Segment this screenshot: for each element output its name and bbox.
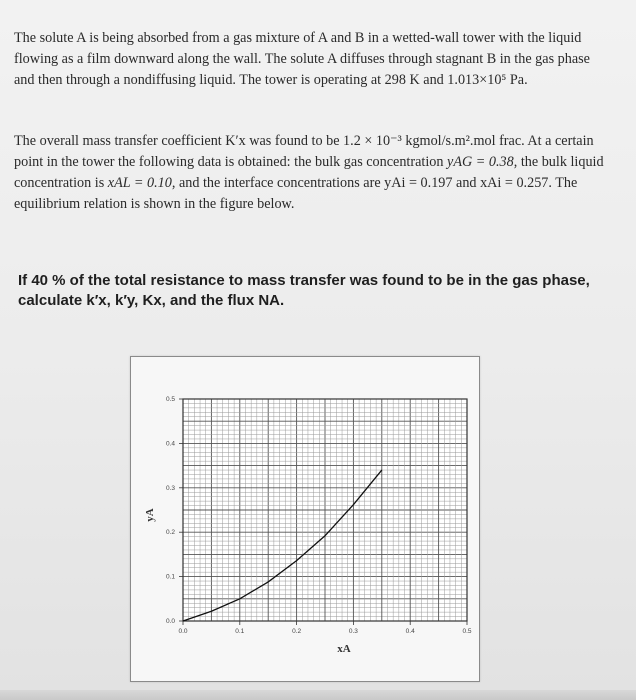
x-tick-label: 0.3 xyxy=(348,628,358,635)
y-tick-label: 0.2 xyxy=(165,529,175,537)
p2-end: . The equilibrium relation is shown in the figure below. xyxy=(14,175,578,212)
y-tick-label: 0.0 xyxy=(165,618,175,625)
equilibrium-chart xyxy=(130,356,480,682)
interface-gas-concentration: yAi = 0.197 xyxy=(384,175,453,191)
x-tick-label: 0.0 xyxy=(178,628,188,635)
x-tick-label: 0.5 xyxy=(462,628,472,635)
p2-mid2: , the bulk liquid concentration is xyxy=(14,154,604,191)
p2-mid3: , and the interface concentrations are xyxy=(171,175,385,191)
question-text: If 40 % of the total resistance to mass transfer was found to be in the gas phase, calculate k′x, k′y, Kx, and the flux NA. xyxy=(18,272,590,309)
y-tick-label: 0.3 xyxy=(165,484,175,492)
x-tick-label: 0.1 xyxy=(235,628,245,635)
chart-grid xyxy=(183,399,467,621)
x-tick-label: 0.4 xyxy=(405,628,415,635)
y-tick-label: 0.5 xyxy=(165,396,175,403)
chart-svg xyxy=(131,357,479,681)
interface-liquid-concentration: xAi = 0.257 xyxy=(480,175,549,191)
bulk-gas-concentration: yAG = 0.38 xyxy=(447,154,514,170)
y-tick-label: 0.1 xyxy=(165,573,175,581)
p2-and: and xyxy=(452,175,481,191)
p2-intro: The overall mass transfer coefficient K′x was found to be xyxy=(14,133,344,149)
problem-paragraph-2 xyxy=(14,131,604,215)
bulk-liquid-concentration: xAL = 0.10 xyxy=(107,175,172,191)
problem-paragraph-1: The solute A is being absorbed from a gas mixture of A and B in a wetted-wall tower with the liquid flowing as a film downward along the wall. The solute A diffuses through stagnant B in the gas phase and then through a nondiffusing liquid. The tower is operating at 298 K and 1.013×10⁵ Pa. xyxy=(14,30,590,88)
p2-mid: At a certain point in the tower the following data is obtained: the bulk gas concentration xyxy=(14,133,594,170)
x-axis-label: xA xyxy=(337,643,351,655)
page-bottom-edge xyxy=(0,690,636,700)
x-tick-label: 0.2 xyxy=(292,628,302,635)
y-tick-label: 0.4 xyxy=(165,440,175,448)
y-axis-label: yA xyxy=(144,508,156,522)
mass-transfer-coefficient: 1.2 × 10⁻³ kgmol/s.m².mol frac. xyxy=(343,133,525,149)
